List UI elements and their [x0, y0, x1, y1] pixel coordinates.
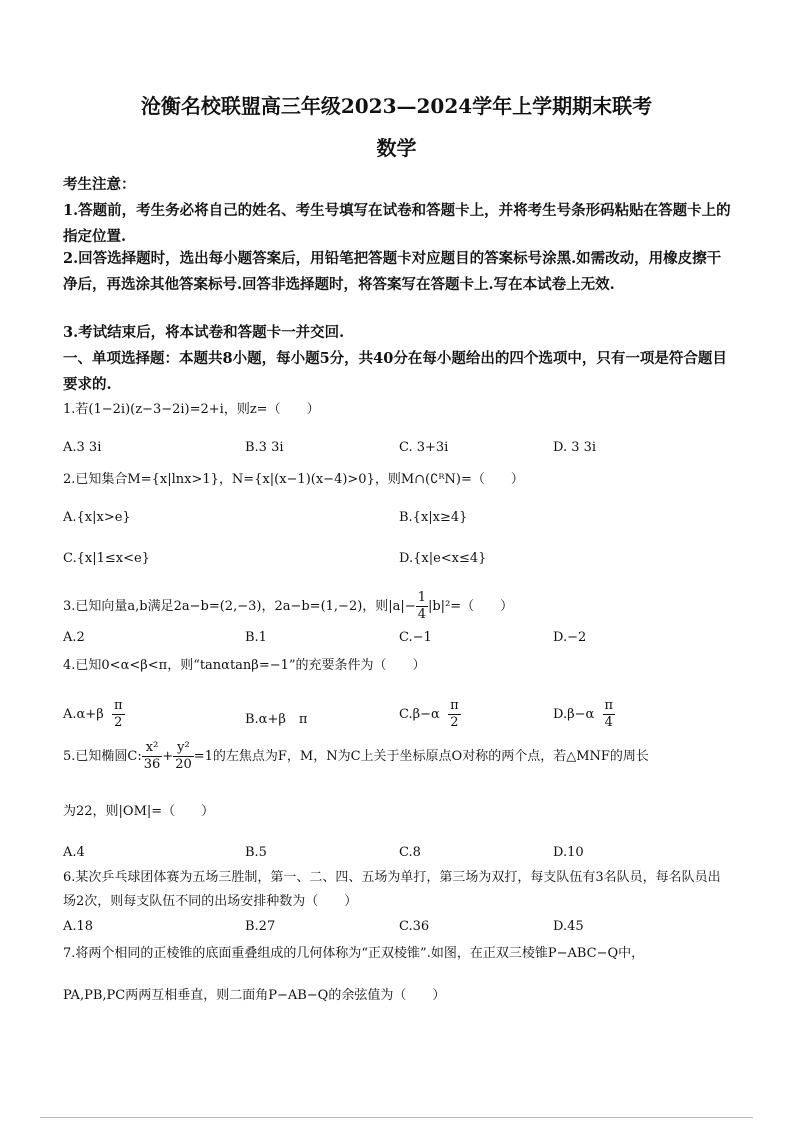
q3-frac-den: 4 — [417, 607, 426, 622]
notice-item-2: 2.回答选择题时，选出每小题答案后，用铅笔把答题卡对应题目的答案标号涂黑.如需改动，用橡皮擦干净后，再选涂其他答案标号.回答非选择题时，将答案写在答题卡上.写在本试卷上无效. — [63, 250, 722, 293]
q3-stem-post: |b|²=（ ） — [427, 599, 514, 614]
q4-c-num: π — [450, 698, 459, 713]
q3-option-b: B.1 — [245, 630, 267, 645]
q5-option-b: B.5 — [245, 845, 267, 860]
q4-a-num: π — [113, 698, 123, 713]
q2-option-a: A.{x|x>e} — [63, 510, 131, 525]
q5-option-d: D.10 — [553, 845, 584, 860]
subject-title: 数学 — [376, 136, 417, 160]
q4-a-den: 2 — [114, 715, 123, 730]
q5-f1-den: 36 — [143, 757, 161, 772]
q5-option-a: A.4 — [63, 845, 85, 860]
q5-fraction-1 — [142, 740, 163, 773]
q3-stem-pre: 3.已知向量a,b满足2a−b=(2,−3)，2a−b=(1,−2)，则|a| — [63, 599, 405, 614]
q3-option-c: C.−1 — [399, 630, 432, 645]
question-5-stem-line2: 为22，则|OM|=（ ） — [63, 804, 215, 819]
q5-option-c: C.8 — [399, 845, 421, 860]
notice-item-1: 1.答题前，考生务必将自己的姓名、考生号填写在试卷和答题卡上，并将考生号条形码粘贴在答题卡上的指定位置. — [63, 202, 731, 245]
q5-stem-pre: 5.已知椭圆C: — [63, 749, 142, 764]
q5-stem-post: =1的左焦点为F，M，N为C上关于坐标原点O对称的两个点，若△MNF的周长 — [193, 749, 649, 764]
q4-d-num: π — [604, 698, 614, 713]
q6-option-c: C.36 — [399, 919, 430, 934]
q6-option-b: B.27 — [245, 919, 276, 934]
q4-c-den: 2 — [450, 715, 459, 730]
section-heading: 一、单项选择题：本题共8小题，每小题5分，共40分在每小题给出的四个选项中，只有一项是符合题目要求的. — [63, 350, 727, 393]
q5-plus: + — [162, 749, 174, 764]
exam-title: 沧衡名校联盟高三年级2023—2024学年上学期期末联考 — [140, 94, 653, 118]
q4-option-b: B.α+β π — [245, 712, 308, 727]
q3-fraction — [416, 590, 428, 623]
q3-option-a: A.2 — [63, 630, 85, 645]
q4-d-fraction — [603, 698, 616, 731]
q4-c-pre: C.β−α — [399, 707, 440, 722]
notice-item-3: 3.考试结束后，将本试卷和答题卡一并交回. — [63, 324, 345, 341]
q5-f2-den: 20 — [175, 757, 192, 772]
q1-option-d: D. 3 3i — [553, 440, 597, 455]
question-4-stem: 4.已知0<α<β<π，则“tanαtanβ=−1”的充要条件为（ ） — [63, 658, 426, 673]
question-1-stem: 1.若(1−2i)(z−3−2i)=2+i，则z=（ ） — [63, 402, 320, 417]
q2-option-d: D.{x|e<x≤4} — [399, 551, 487, 566]
question-5-stem — [63, 740, 649, 773]
q4-d-den: 4 — [604, 715, 613, 730]
q6-option-d: D.45 — [553, 919, 584, 934]
q3-frac-num: 1 — [417, 590, 426, 605]
q3-option-d: D.−2 — [553, 630, 587, 645]
q4-c-fraction — [448, 698, 461, 731]
q4-option-a — [63, 698, 125, 731]
q1-option-a: A.3 3i — [63, 440, 102, 455]
q2-option-b: B.{x|x≥4} — [399, 510, 468, 525]
q1-option-c: C. 3+3i — [399, 440, 449, 455]
q2-option-c: C.{x|1≤x<e} — [63, 551, 150, 566]
question-6-stem: 6.某次乒乓球团体赛为五场三胜制，第一、二、四、五场为单打，第三场为双打，每支队伍有3名队员，每名队员出场2次，则每支队伍不同的出场安排种数为（ ） — [63, 870, 721, 909]
q5-fraction-2 — [173, 740, 194, 773]
question-7-stem: 7.将两个相同的正棱锥的底面重叠组成的几何体称为“正双棱锥”.如图，在正双三棱锥P−ABC−Q中， — [63, 946, 645, 961]
q4-a-fraction — [112, 698, 125, 731]
q5-f2-num: y² — [173, 740, 194, 757]
q4-option-d — [553, 698, 615, 731]
q1-option-b: B.3 3i — [245, 440, 284, 455]
q3-stem-mid: − — [404, 599, 416, 614]
question-7-stem-line2: PA,PB,PC两两互相垂直，则二面角P−AB−Q的余弦值为（ ） — [63, 988, 446, 1003]
q5-f1-num: x² — [142, 740, 163, 757]
question-3-stem — [63, 590, 513, 623]
question-2-stem: 2.已知集合M={x|lnx>1}，N={x|(x−1)(x−4)>0}，则M∩(∁ᴿN)=（ ） — [63, 472, 524, 487]
q4-a-pre: A.α+β — [63, 707, 104, 722]
notice-heading: 考生注意： — [63, 176, 136, 193]
q4-d-pre: D.β−α — [553, 707, 595, 722]
page-bottom-divider — [40, 1117, 753, 1118]
q4-option-c — [399, 698, 461, 731]
q6-option-a: A.18 — [63, 919, 94, 934]
